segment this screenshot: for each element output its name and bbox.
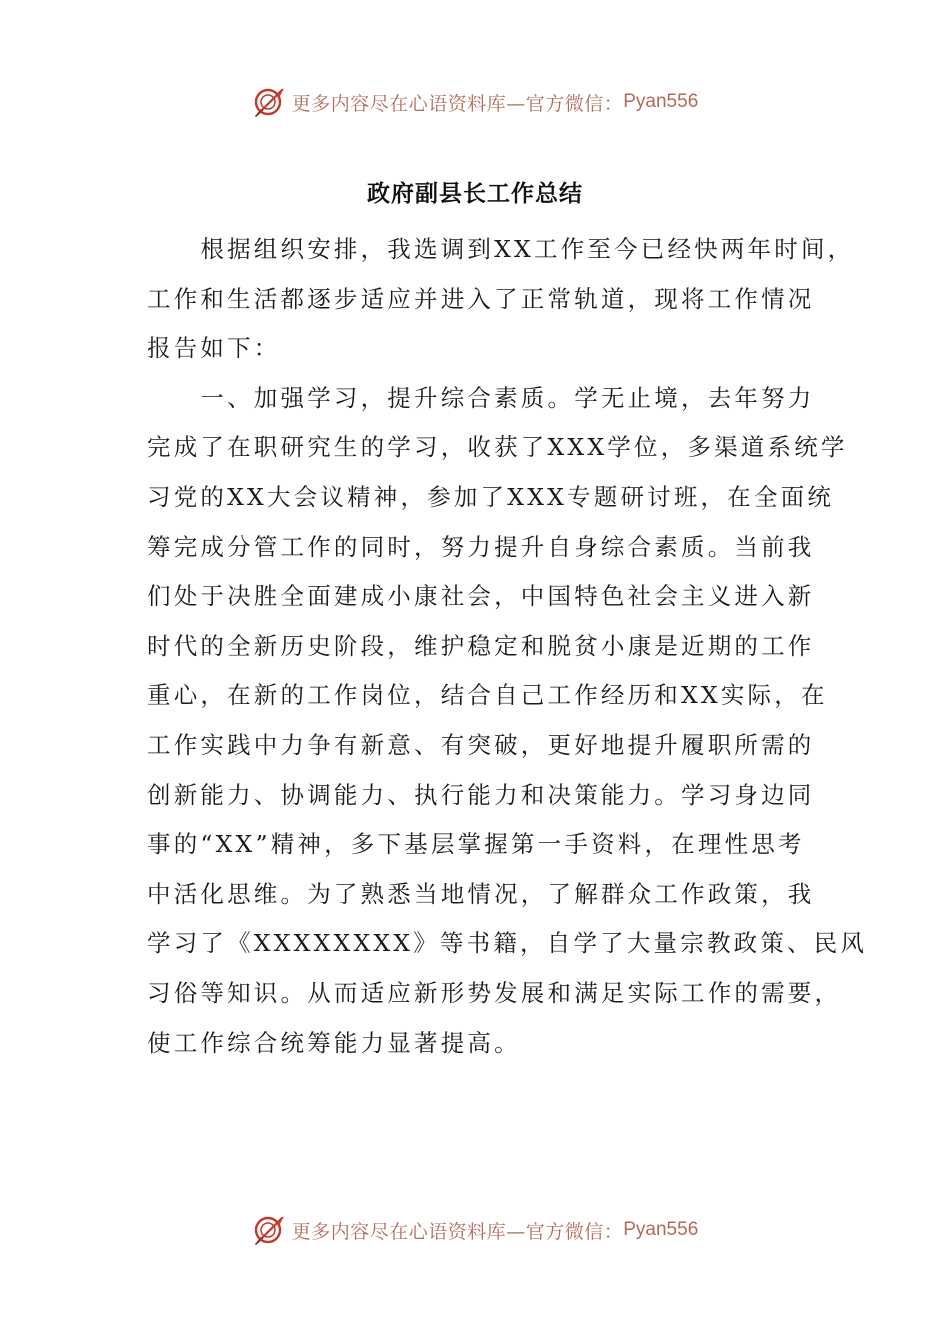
watermark-header xyxy=(0,80,950,124)
watermark-text: 更多内容尽在心语资料库—官方微信： xyxy=(291,92,624,115)
watermark-handle: Pyan556 xyxy=(623,91,699,112)
body-line: 时代的全新历史阶段，维护稳定和脱贫小康是近期的工作 xyxy=(147,631,815,660)
body-line: 根据组织安排，我选调到XX工作至今已经快两年时间， xyxy=(147,235,855,263)
document-body xyxy=(147,225,868,1068)
watermark-footer xyxy=(0,1208,950,1252)
body-line: 创新能力、协调能力、执行能力和决策能力。学习身边同 xyxy=(147,780,815,809)
body-line: 中活化思维。为了熟悉当地情况，了解群众工作政策，我 xyxy=(147,879,815,908)
body-line: 习俗等知识。从而适应新形势发展和满足实际工作的需要， xyxy=(147,978,842,1007)
body-line: 习党的XX大会议精神，参加了XXX专题研讨班，在全面统 xyxy=(147,482,835,511)
pen-logo-icon xyxy=(252,1212,288,1248)
body-line: 工作实践中力争有新意、有突破，更好地提升履职所需的 xyxy=(147,730,815,759)
pen-logo-icon xyxy=(252,84,288,120)
body-line: 们处于决胜全面建成小康社会，中国特色社会主义进入新 xyxy=(147,582,815,611)
body-line: 学习了《XXXXXXXX》等书籍，自学了大量宗教政策、民风 xyxy=(147,929,868,958)
body-line: 一、加强学习，提升综合素质。学无止境，去年努力 xyxy=(147,383,815,412)
watermark-text: 更多内容尽在心语资料库—官方微信： xyxy=(291,1220,624,1243)
body-line: 重心，在新的工作岗位，结合自己工作经历和XX实际，在 xyxy=(147,681,828,710)
body-line: 筹完成分管工作的同时，努力提升自身综合素质。当前我 xyxy=(147,532,815,561)
body-line: 报告如下： xyxy=(147,334,281,363)
body-line: 工作和生活都逐步适应并进入了正常轨道，现将工作情况 xyxy=(147,284,815,313)
body-line: 使工作综合统筹能力显著提高。 xyxy=(147,1028,521,1057)
body-line: 完成了在职研究生的学习，收获了XXX学位，多渠道系统学 xyxy=(147,433,848,462)
document-title: 政府副县长工作总结 xyxy=(367,181,583,207)
watermark-handle: Pyan556 xyxy=(623,1219,699,1240)
body-line: 事的“XX”精神，多下基层掌握第一手资料，在理性思考 xyxy=(147,830,805,859)
